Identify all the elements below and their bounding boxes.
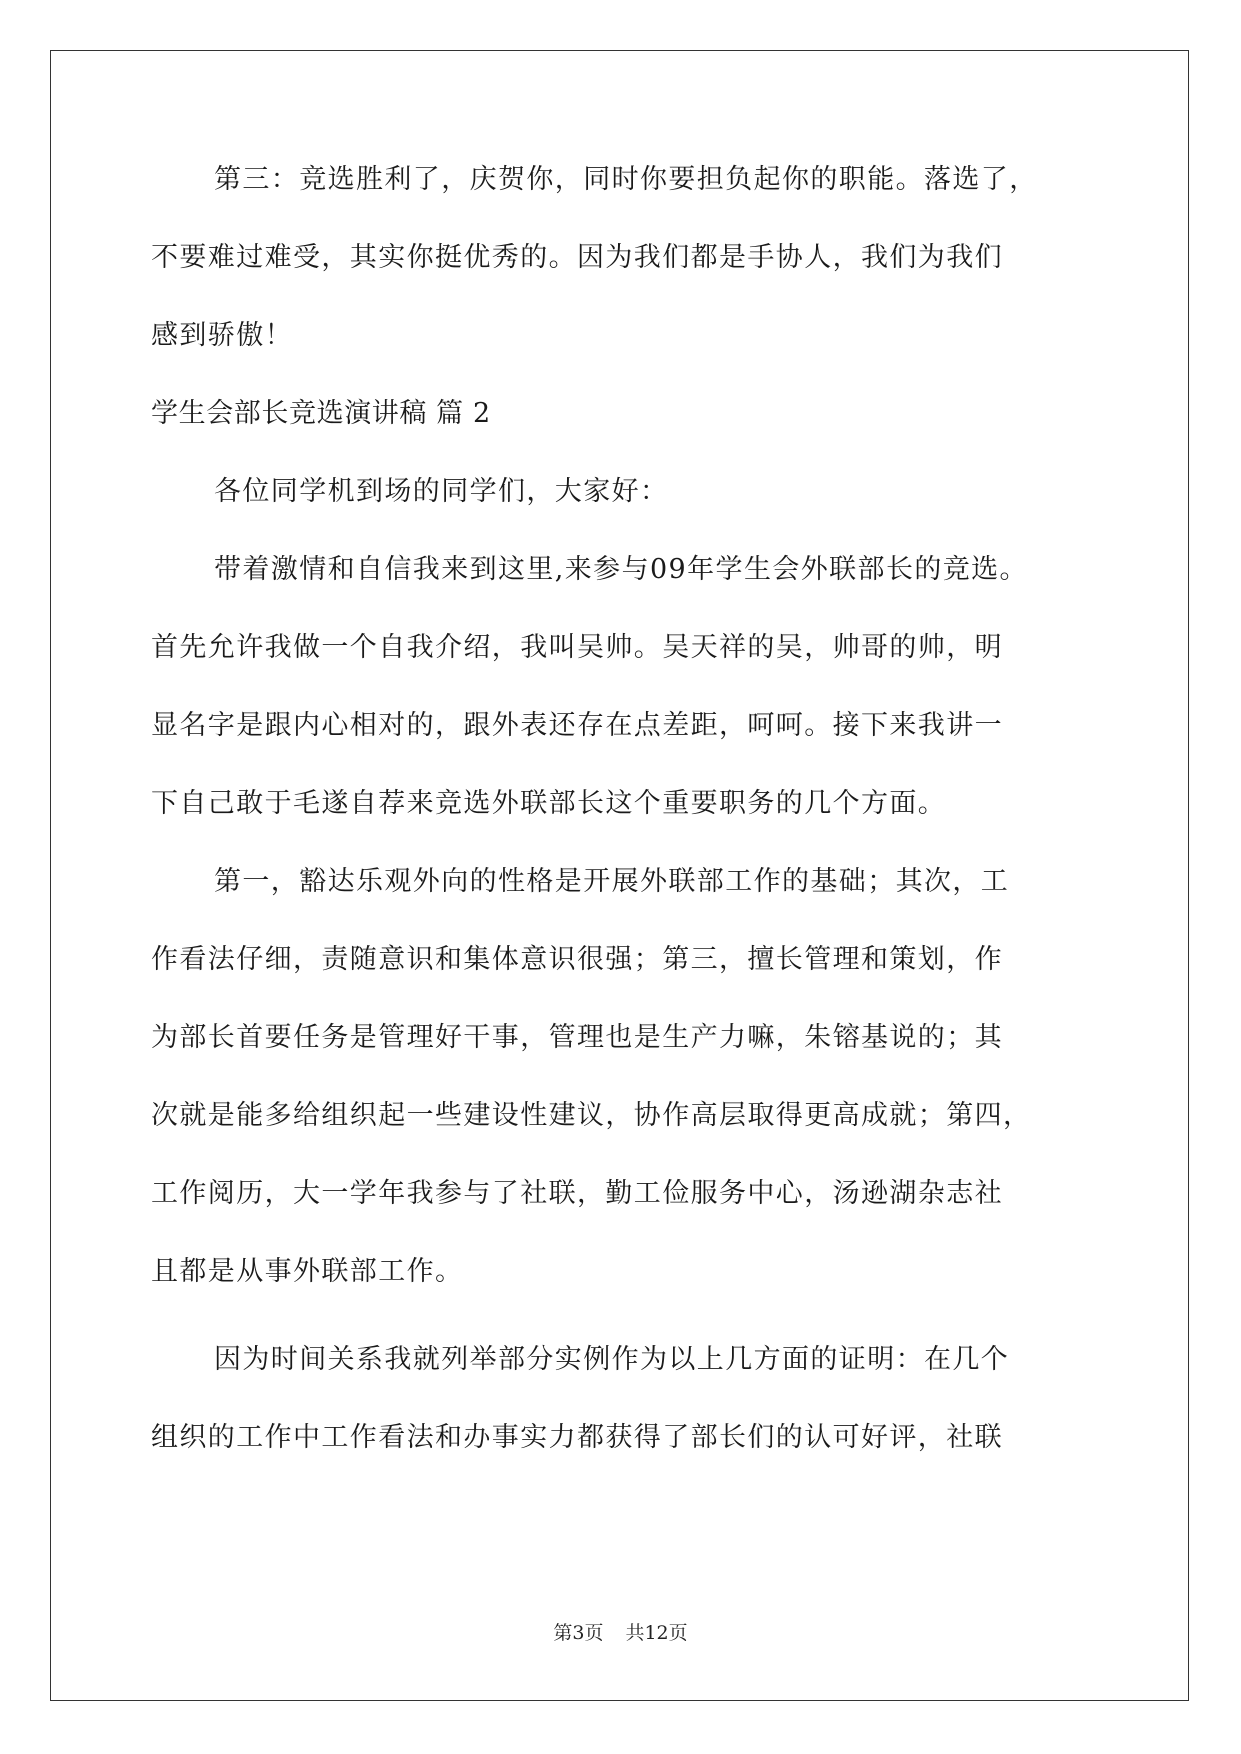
paragraph-line: 各位同学机到场的同学们，大家好：: [214, 476, 669, 507]
paragraph-line: 组织的工作中工作看法和办事实力都获得了部长们的认可好评，社联: [151, 1422, 1003, 1453]
page-footer: [0, 1618, 1241, 1645]
paragraph-line: 带着激情和自信我来到这里,来参与09年学生会外联部长的竞选。: [214, 554, 1028, 585]
paragraph-line: 第一，豁达乐观外向的性格是开展外联部工作的基础；其次，工: [214, 866, 1010, 897]
paragraph-line: 第三：竞选胜利了，庆贺你，同时你要担负起你的职能。落选了，: [214, 164, 1038, 195]
paragraph-line: 作看法仔细，责随意识和集体意识很强；第三，擅长管理和策划，作: [151, 944, 1003, 975]
paragraph-line: 首先允许我做一个自我介绍，我叫吴帅。吴天祥的吴，帅哥的帅，明: [151, 632, 1003, 663]
paragraph-line: 因为时间关系我就列举部分实例作为以上几方面的证明：在几个: [214, 1344, 1010, 1375]
page-number: 第3页: [553, 1622, 604, 1644]
paragraph-line: 为部长首要任务是管理好干事，管理也是生产力嘛，朱镕基说的；其: [151, 1022, 1003, 1053]
paragraph-line: 且都是从事外联部工作。: [151, 1256, 464, 1287]
section-heading: 学生会部长竞选演讲稿 篇 2: [151, 398, 491, 429]
paragraph-line: 感到骄傲！: [151, 320, 293, 351]
paragraph-line: 不要难过难受，其实你挺优秀的。因为我们都是手协人，我们为我们: [151, 242, 1003, 273]
document-body: [151, 160, 1086, 1496]
page-total: 共12页: [625, 1622, 688, 1644]
paragraph-line: 下自己敢于毛遂自荐来竞选外联部长这个重要职务的几个方面。: [151, 788, 947, 819]
paragraph-line: 工作阅历，大一学年我参与了社联，勤工俭服务中心，汤逊湖杂志社: [151, 1178, 1003, 1209]
paragraph-line: 次就是能多给组织起一些建设性建议，协作高层取得更高成就；第四，: [151, 1100, 1032, 1131]
paragraph-line: 显名字是跟内心相对的，跟外表还存在点差距，呵呵。接下来我讲一: [151, 710, 1003, 741]
